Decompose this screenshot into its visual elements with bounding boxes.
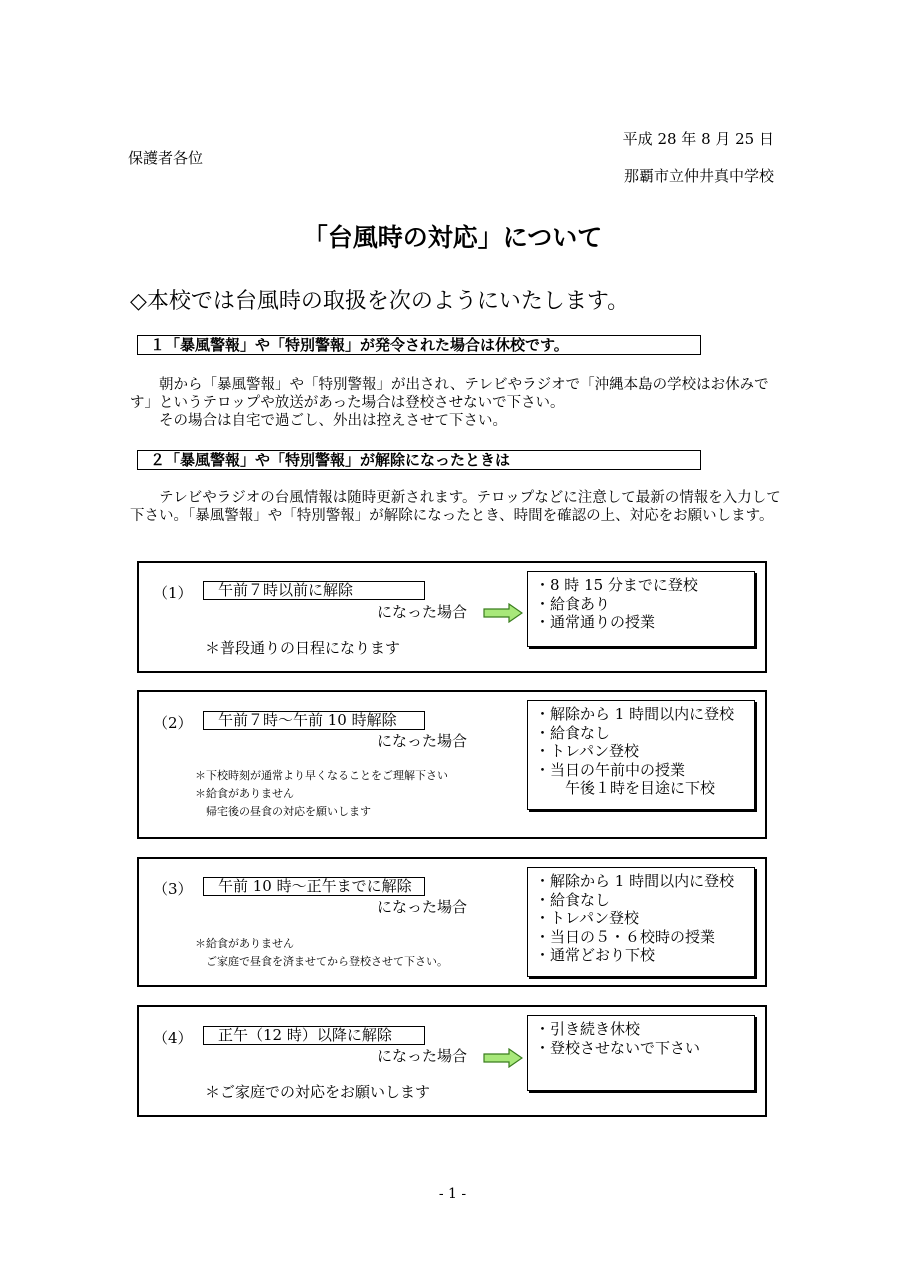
result-item: ・トレパン登校 xyxy=(535,909,639,927)
result-item: ・解除から 1 時間以内に登校 xyxy=(535,705,735,723)
case-number: （2） xyxy=(153,714,193,732)
case-number: （1） xyxy=(153,584,193,602)
result-item: ・給食なし xyxy=(535,890,611,909)
result-item: ・給食なし xyxy=(535,723,611,742)
right-arrow-icon xyxy=(483,1048,523,1068)
result-item: ・トレパン登校 xyxy=(535,742,639,760)
case-panel-4 xyxy=(137,1005,767,1117)
result-item: ・通常通りの授業 xyxy=(535,613,656,631)
section1-heading: １「暴風警報」や「特別警報」が発令された場合は休校です。 xyxy=(137,335,701,355)
lead-statement: ◇本校では台風時の取扱を次のようにいたします。 xyxy=(130,289,630,314)
case-number: （4） xyxy=(153,1029,193,1047)
result-item: 午後１時を目途に下校 xyxy=(535,779,716,797)
section2-body xyxy=(130,489,785,525)
case-condition: 午前７時以前に解除 xyxy=(203,581,425,600)
result-item: ・解除から 1 時間以内に登校 xyxy=(535,872,735,890)
case-result-box xyxy=(527,1015,755,1091)
section1-paragraph: 朝から「暴風警報」や「特別警報」が出され、テレビやラジオで「沖縄本島の学校はお休みです」というテロップや放送があった場合は登校させないで下さい。 xyxy=(130,377,769,411)
case-panel-1 xyxy=(137,561,767,673)
case-panel-2 xyxy=(137,690,767,839)
case-number: （3） xyxy=(153,880,193,898)
sender-school: 那覇市立仲井真中学校 xyxy=(623,167,774,185)
page-number: - 1 - xyxy=(438,1186,467,1202)
section2-heading: ２「暴風警報」や「特別警報」が解除になったときは xyxy=(137,450,701,470)
case-result-box xyxy=(527,571,755,647)
result-item: ・引き続き休校 xyxy=(535,1020,641,1038)
result-item: ・当日の５・６校時の授業 xyxy=(535,927,716,946)
case-note: ＊下校時刻が通常より早くなることをご理解下さい xyxy=(195,769,448,782)
case-result-box xyxy=(527,700,755,810)
case-note: ＊給食がありません xyxy=(195,937,294,950)
result-item: ・給食あり xyxy=(535,594,611,613)
case-condition: 午前 10 時～正午までに解除 xyxy=(203,877,425,896)
case-condition-suffix: になった場合 xyxy=(377,732,468,750)
case-condition-suffix: になった場合 xyxy=(377,603,468,621)
case-note: 帰宅後の昼食の対応を願いします xyxy=(195,805,371,818)
case-note: ご家庭で昼食を済ませてから登校させて下さい。 xyxy=(195,955,448,968)
result-item: ・8 時 15 分までに登校 xyxy=(535,576,698,594)
section2-paragraph: テレビやラジオの台風情報は随時更新されます。テロップなどに注意して最新の情報を入力して下さい。「暴風警報」や「特別警報」が解除になったとき、時間を確認の上、対応をお願いします。 xyxy=(130,490,781,524)
result-item: ・当日の午前中の授業 xyxy=(535,760,686,779)
case-note: ＊普段通りの日程になります xyxy=(205,639,401,657)
case-condition-suffix: になった場合 xyxy=(377,898,468,916)
addressee: 保護者各位 xyxy=(128,149,204,167)
case-result-box xyxy=(527,867,755,977)
result-item: ・登校させないで下さい xyxy=(535,1038,701,1057)
case-note: ＊ご家庭での対応をお願いします xyxy=(205,1083,431,1101)
document-title: 「台風時の対応」について xyxy=(302,223,603,252)
case-condition: 正午（12 時）以降に解除 xyxy=(203,1026,425,1045)
document-date: 平成 28 年 8 月 25 日 xyxy=(622,130,774,148)
case-condition-suffix: になった場合 xyxy=(377,1047,468,1065)
right-arrow-icon xyxy=(483,603,523,623)
result-item: ・通常どおり下校 xyxy=(535,946,656,964)
case-note: ＊給食がありません xyxy=(195,787,294,800)
section1-paragraph-2: その場合は自宅で過ごし、外出は控えさせて下さい。 xyxy=(159,413,507,429)
case-panel-3 xyxy=(137,857,767,987)
case-condition: 午前７時～午前 10 時解除 xyxy=(203,711,425,730)
section1-body xyxy=(130,376,785,430)
